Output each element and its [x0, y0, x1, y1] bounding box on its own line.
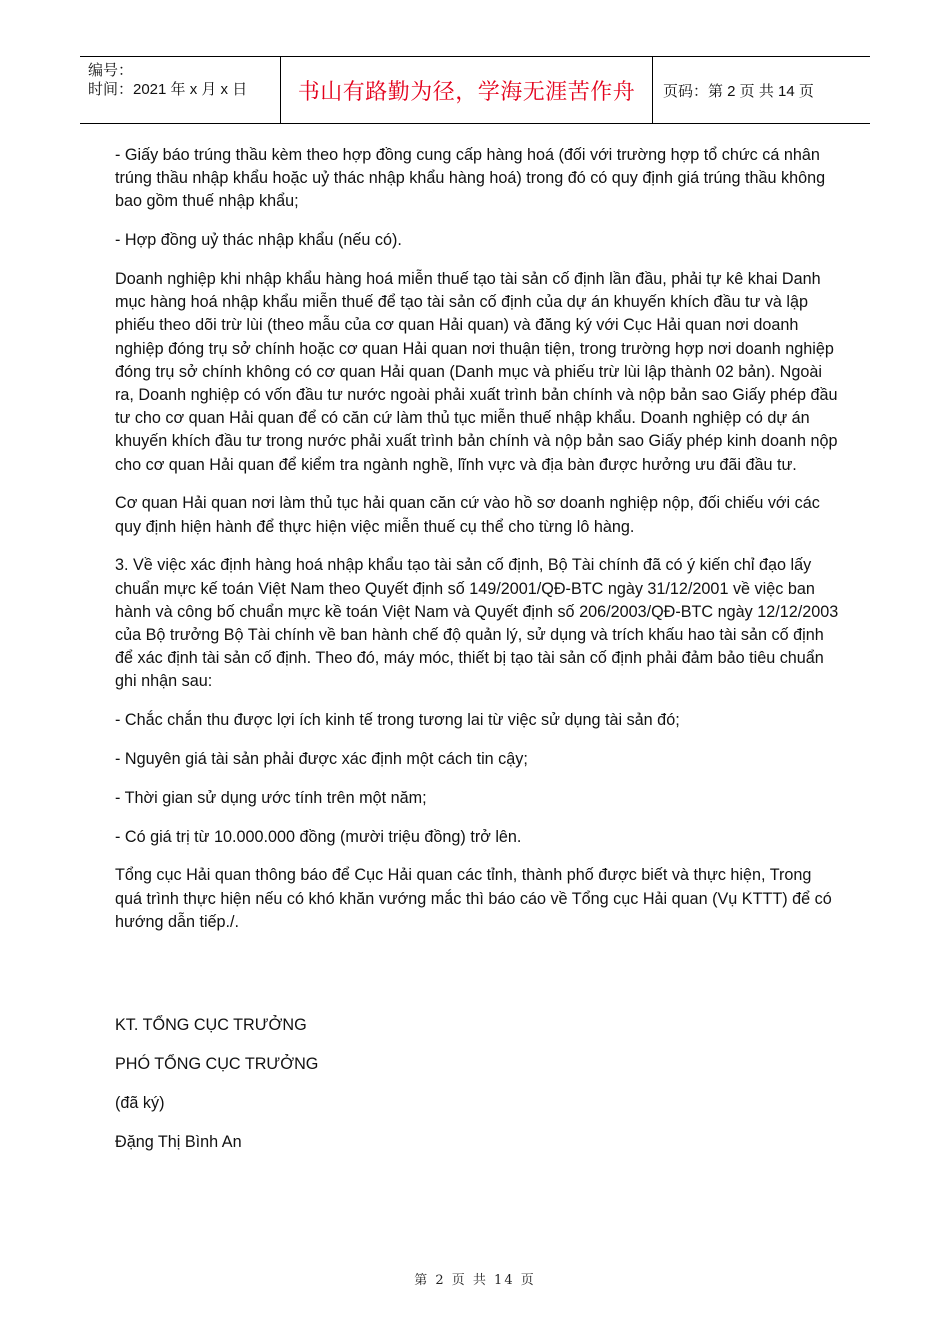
header-meta: [80, 57, 281, 123]
paragraph: - Giấy báo trúng thầu kèm theo hợp đồng cung cấp hàng hoá (đối với trường hợp tổ chức cá nhân trúng thầu nhập khẩu hoặc uỷ thác nhập khẩu hàng hoá) trong đó có quy định giá trúng thầu không bao gồm thuế nhập khẩu;: [115, 146, 826, 211]
paragraph: 3. Về việc xác định hàng hoá nhập khẩu tạo tài sản cố định, Bộ Tài chính đã có ý kiến chỉ đạo lấy chuẩn mực kế toán Việt Nam theo Quyết định số 149/2001/QĐ-BTC ngày 31/12/2001 về việc ban hành và công bố chuẩn mực kề toán Việt Nam và Quyết định số 206/2003/QĐ-BTC ngày 12/12/2003 của Bộ trưởng Bộ Tài chính về ban hành chế độ quản lý, sử dụng và trích khấu hao tài sản cố định để xác định tài sản cố định. Theo đó, máy móc, thiết bị tạo tài sản cố định phải đảm bảo tiêu chuẩn ghi nhận sau:: [115, 556, 839, 691]
signature-title-1: KT. TỔNG CỤC TRƯỞNG: [115, 1016, 307, 1034]
header-time-label: 时间：2021 年 x 月 x 日: [88, 81, 248, 98]
signature-block: [115, 1014, 318, 1170]
signature-title-2: PHÓ TỔNG CỤC TRƯỞNG: [115, 1055, 319, 1073]
page-footer: 第 2 页 共 14 页: [414, 1273, 536, 1288]
header-page-info: 页码：第 2 页 共 14 页: [663, 82, 814, 100]
paragraph: Tổng cục Hải quan thông báo để Cục Hải quan các tỉnh, thành phố được biết và thực hiện, Trong quá trình thực hiện nếu có khó khăn vướng mắc thì báo cáo về Tổng cục Hải quan (Vụ KTTT) để có hướng dẫn tiếp./.: [115, 866, 832, 931]
signature-status: (đã ký): [115, 1094, 165, 1112]
paragraph: - Có giá trị từ 10.000.000 đồng (mười triệu đồng) trở lên.: [115, 827, 522, 846]
paragraph: Cơ quan Hải quan nơi làm thủ tục hải quan căn cứ vào hồ sơ doanh nghiệp nộp, đối chiếu với các quy định hiện hành để thực hiện việc miễn thuế cụ thể cho từng lô hàng.: [115, 494, 820, 536]
paragraph: - Chắc chắn thu được lợi ích kinh tế trong tương lai từ việc sử dụng tài sản đó;: [115, 711, 680, 730]
page-header: [80, 56, 870, 124]
header-motto-cell: [281, 57, 653, 123]
header-number-label: 编号：: [88, 62, 134, 79]
paragraph: - Hợp đồng uỷ thác nhập khẩu (nếu có).: [115, 231, 402, 250]
signatory-name: Đặng Thị Bình An: [115, 1133, 242, 1151]
paragraph: Doanh nghiệp khi nhập khẩu hàng hoá miễn thuế tạo tài sản cố định lần đầu, phải tự kê khai Danh mục hàng hoá nhập khẩu miễn thuế để tạo tài sản cố định của dự án khuyến khích đầu tư và lập phiếu theo dõi trừ lùi (theo mẫu của cơ quan Hải quan) và đăng ký với Cục Hải quan nơi doanh nghiệp đóng trụ sở chính hoặc cơ quan Hải quan nơi thuận tiện, trong trường hợp nơi doanh nghiệp đóng trụ sở chính không có cơ quan Hải quan (Danh mục và phiếu trừ lùi lập thành 02 bản). Ngoài ra, Doanh nghiệp có vốn đầu tư nước ngoài phải xuất trình bản chính và nộp bản sao Giấy phép đầu tư cho cơ quan Hải quan để có căn cứ làm thủ tục miễn thuế nhập khẩu. Doanh nghiệp có dự án khuyến khích đầu tư trong nước phải xuất trình bản chính và nộp bản sao Giấy phép kinh doanh nộp cho cơ quan Hải quan để kiểm tra ngành nghề, lĩnh vực và địa bàn được hưởng ưu đãi đầu tư.: [115, 270, 838, 474]
paragraph: - Thời gian sử dụng ước tính trên một năm;: [115, 788, 427, 807]
header-motto: 书山有路勤为径，学海无涯苦作舟: [297, 79, 636, 105]
document-body: [115, 144, 840, 950]
paragraph: - Nguyên giá tài sản phải được xác định một cách tin cậy;: [115, 750, 528, 769]
header-page-cell: [653, 57, 870, 123]
